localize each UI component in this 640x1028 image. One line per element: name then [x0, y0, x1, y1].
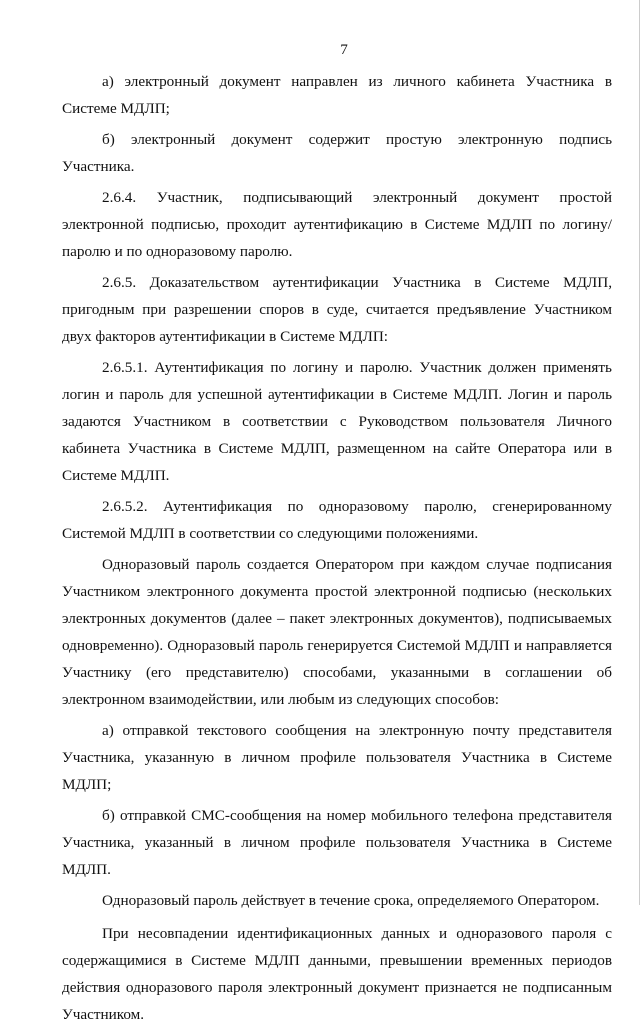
paragraph-2-6-5: 2.6.5. Доказательством аутентификации Участника в Системе МДЛП, пригодным при разрешении споров в суде, считается предъявление Участником двух факторов аутентификации в Системе МДЛП:: [62, 274, 612, 345]
paragraph-b-sms-delivery: б) отправкой СМС-сообщения на номер мобильного телефона представителя Участника, указанный в личном профиле пользователя Участника в Системе МДЛП.: [62, 807, 612, 878]
paragraph-b-contains-signature: б) электронный документ содержит простую электронную подпись Участника.: [62, 131, 612, 175]
paragraph-2-6-5-1: 2.6.5.1. Аутентификация по логину и паролю. Участник должен применять логин и пароль для успешной аутентификации в Системе МДЛП. Логин и пароль задаются Участником в соответствии с Руководством пользователя Личного кабинета Участника в Системе МДЛП, размещенном на сайте Оператора или в Системе МДЛП.: [62, 359, 612, 484]
paragraph-2-6-4: 2.6.4. Участник, подписывающий электронный документ простой электронной подписью, проходит аутентификацию в Системе МДЛП по логину/паролю и по одноразовому паролю.: [62, 189, 612, 260]
page-number: 7: [340, 41, 348, 58]
paragraph-one-time-password-creation: Одноразовый пароль создается Оператором при каждом случае подписания Участником электронного документа простой электронной подписью (нескольких электронных документов (далее – пакет электронных документов), подписываемых одновременно). Одноразовый пароль генерируется Системой МДЛП и направляется Участнику (его представителю) способами, указанными в соглашении об электронном взаимодействии, или любым из следующих способов:: [62, 556, 612, 708]
paragraph-2-6-5-2: 2.6.5.2. Аутентификация по одноразовому паролю, сгенерированному Системой МДЛП в соответствии со следующими положениями.: [62, 498, 612, 542]
paragraph-a-sent-from-cabinet: а) электронный документ направлен из личного кабинета Участника в Системе МДЛП;: [62, 73, 612, 117]
paragraph-mismatch-rule: При несовпадении идентификационных данных и одноразового пароля с содержащимися в Системе МДЛП данными, превышении временных периодов действия одноразового пароля электронный документ признается не подписанным Участником.: [62, 925, 612, 1023]
paragraph-a-email-delivery: а) отправкой текстового сообщения на электронную почту представителя Участника, указанную в личном профиле пользователя Участника в Системе МДЛП;: [62, 722, 612, 793]
paragraph-password-validity: Одноразовый пароль действует в течение срока, определяемого Оператором.: [102, 892, 600, 909]
